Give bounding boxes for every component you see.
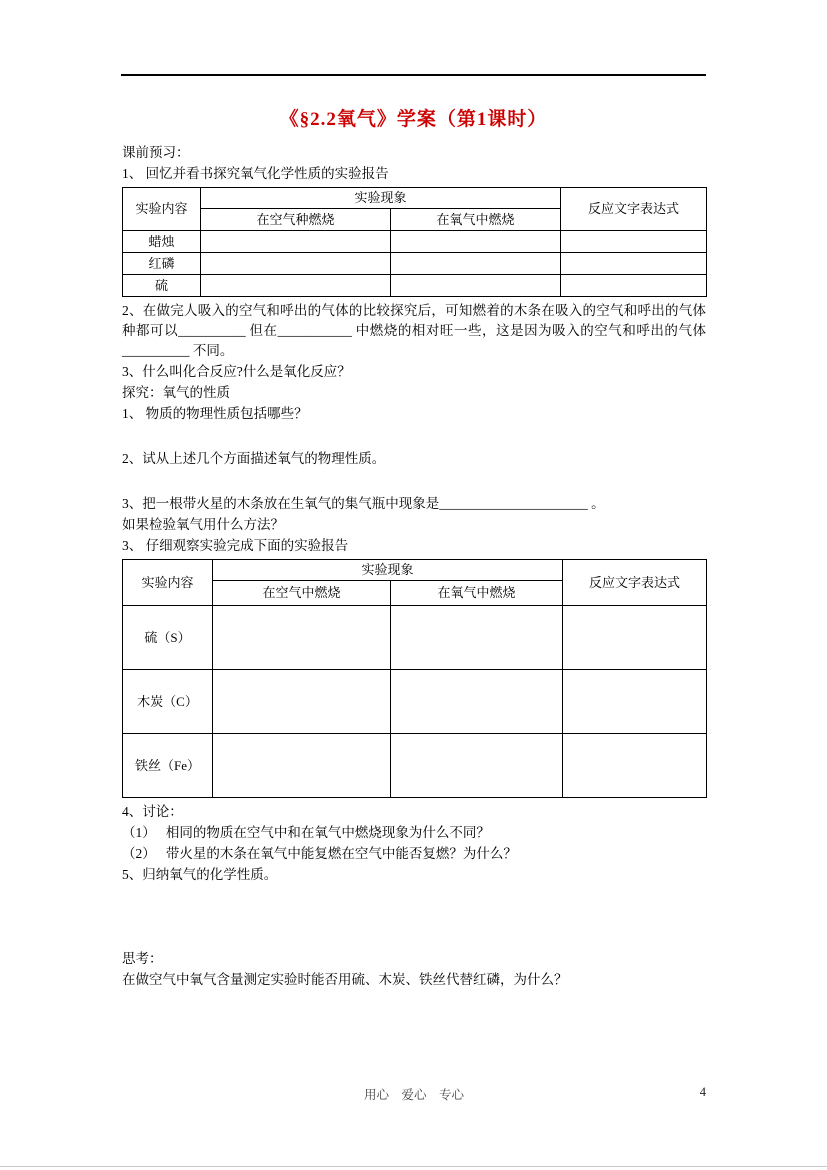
table2-header-oxygen: 在氧气中燃烧 bbox=[391, 581, 563, 606]
table2-row-label: 硫（S） bbox=[123, 606, 213, 670]
table2-header-content: 实验内容 bbox=[123, 560, 213, 606]
table1-empty-cell bbox=[561, 253, 707, 275]
table2-header-expression: 反应文字表达式 bbox=[563, 560, 707, 606]
explore-heading: 探究：氧气的性质 bbox=[122, 385, 230, 400]
table2-row-sulfur bbox=[123, 606, 707, 670]
explore-q2: 2、试从上述几个方面描述氧气的物理性质。 bbox=[122, 451, 386, 466]
table1-row-candle bbox=[123, 231, 707, 253]
table1-empty-cell bbox=[561, 275, 707, 297]
document-body bbox=[122, 143, 706, 991]
page-title: 《§2.2氧气》学案（第1课时） bbox=[279, 109, 548, 130]
table1-header-content: 实验内容 bbox=[123, 188, 201, 231]
page-footer bbox=[122, 1085, 706, 1105]
page-number: 4 bbox=[699, 1085, 706, 1099]
discussion-heading: 4、讨论： bbox=[122, 804, 183, 819]
table1-empty-cell bbox=[201, 231, 391, 253]
footer-motto: 用心 爱心 专心 bbox=[363, 1088, 464, 1102]
table1-empty-cell bbox=[391, 253, 561, 275]
table1-row-sulfur bbox=[123, 275, 707, 297]
experiment-report-table-1 bbox=[122, 187, 707, 297]
explore-q1: 1、 物质的物理性质包括哪些？ bbox=[122, 406, 308, 421]
explore-q3-follow: 如果检验氧气用什么方法？ bbox=[122, 517, 284, 532]
table2-empty-cell bbox=[391, 734, 563, 798]
table1-row-label: 红磷 bbox=[123, 253, 201, 275]
table2-header-air: 在空气中燃烧 bbox=[213, 581, 391, 606]
page-bottom-edge bbox=[0, 1166, 827, 1167]
table2-empty-cell bbox=[563, 606, 707, 670]
think-heading: 思考： bbox=[122, 951, 163, 966]
table1-empty-cell bbox=[561, 231, 707, 253]
table2-row-label: 铁丝（Fe） bbox=[123, 734, 213, 798]
explore-q4: 3、 仔细观察实验完成下面的实验报告 bbox=[122, 538, 349, 553]
preview-heading: 课前预习： bbox=[122, 145, 190, 160]
table1-empty-cell bbox=[391, 275, 561, 297]
table2-empty-cell bbox=[213, 670, 391, 734]
table2-row-iron-wire bbox=[123, 734, 707, 798]
experiment-report-table-2 bbox=[122, 559, 707, 798]
preview-item-3: 3、什么叫化合反应?什么是氧化反应？ bbox=[122, 364, 351, 379]
discussion-item-2: （2） 带火星的木条在氧气中能复燃在空气中能否复燃？为什么？ bbox=[122, 846, 517, 861]
table1-row-label: 硫 bbox=[123, 275, 201, 297]
explore-q3: 3、把一根带火星的木条放在生氧气的集气瓶中现象是______________________ 。 bbox=[122, 496, 605, 511]
table1-header-air: 在空气种燃烧 bbox=[201, 209, 391, 231]
table1-header-oxygen: 在氧气中燃烧 bbox=[391, 209, 561, 231]
table1-header-phenomenon: 实验现象 bbox=[201, 188, 561, 209]
table2-empty-cell bbox=[391, 606, 563, 670]
table1-empty-cell bbox=[391, 231, 561, 253]
table2-row-charcoal bbox=[123, 670, 707, 734]
table2-empty-cell bbox=[213, 734, 391, 798]
table1-empty-cell bbox=[201, 275, 391, 297]
table1-row-red-phosphorus bbox=[123, 253, 707, 275]
table2-empty-cell bbox=[213, 606, 391, 670]
think-question: 在做空气中氧气含量测定实验时能否用硫、木炭、铁丝代替红磷，为什么？ bbox=[122, 972, 568, 987]
discussion-item-1: （1） 相同的物质在空气中和在氧气中燃烧现象为什么不同？ bbox=[122, 825, 490, 840]
table2-empty-cell bbox=[563, 734, 707, 798]
table2-empty-cell bbox=[391, 670, 563, 734]
table2-header-phenomenon: 实验现象 bbox=[213, 560, 563, 581]
preview-item-1: 1、 回忆并看书探究氧气化学性质的实验报告 bbox=[122, 166, 389, 181]
table1-empty-cell bbox=[201, 253, 391, 275]
preview-item-2: 2、在做完人吸入的空气和呼出的气体的比较探究后，可知燃着的木条在吸入的空气和呼出的气体种都可以__________ 但在___________ 中燃烧的相对旺一些，这是因为吸入的空气和呼出的气体__________ 不同。 bbox=[122, 303, 706, 358]
table2-row-label: 木炭（C） bbox=[123, 670, 213, 734]
table1-header-expression: 反应文字表达式 bbox=[561, 188, 707, 231]
table2-empty-cell bbox=[563, 670, 707, 734]
summary-item: 5、归纳氧气的化学性质。 bbox=[122, 867, 278, 882]
header-divider bbox=[121, 74, 706, 76]
table1-row-label: 蜡烛 bbox=[123, 231, 201, 253]
